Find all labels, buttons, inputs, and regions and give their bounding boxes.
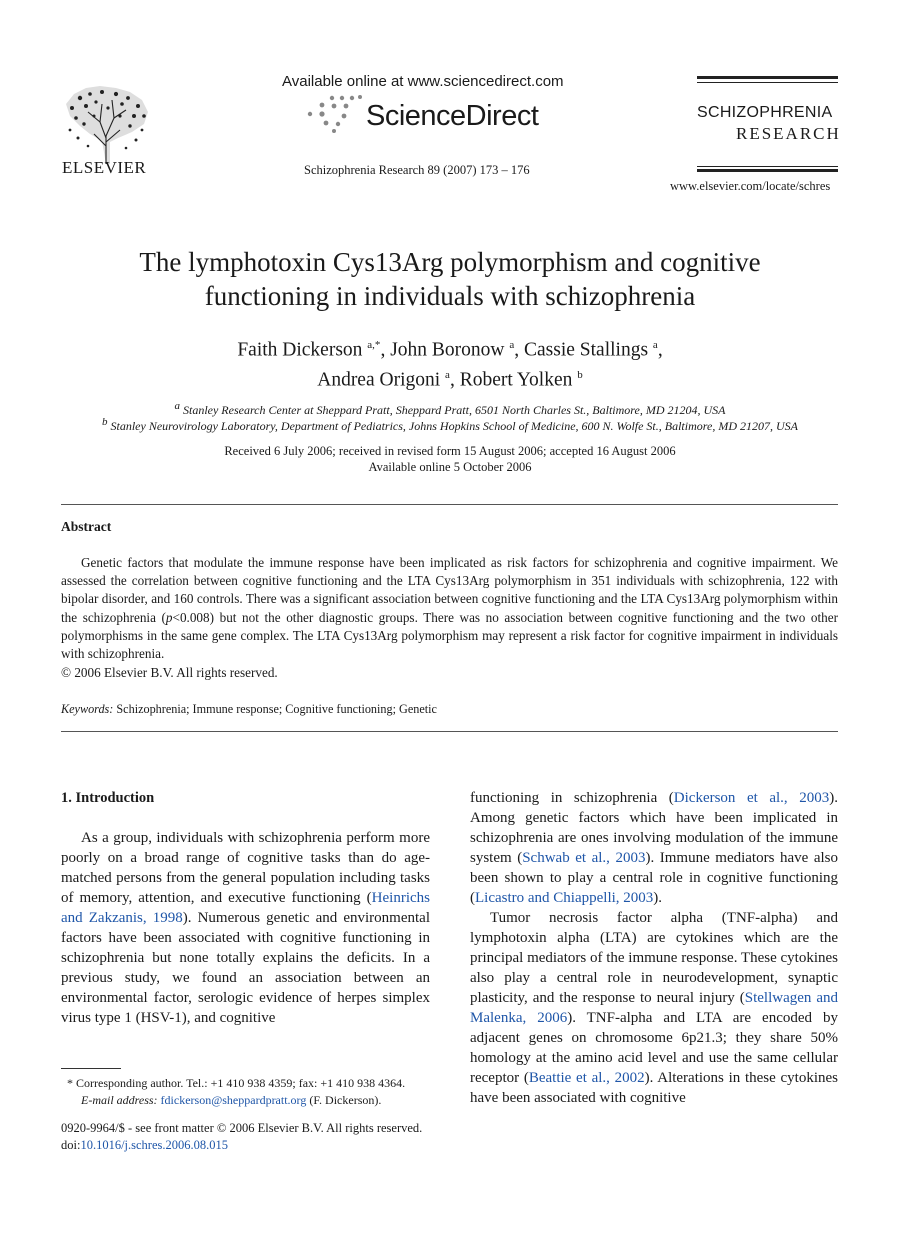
available-online-date: Available online 5 October 2006 — [368, 460, 532, 474]
journal-logo-rule — [697, 166, 838, 167]
available-online-text[interactable]: Available online at www.sciencedirect.com — [282, 73, 564, 90]
keywords-label: Keywords: — [61, 702, 114, 716]
journal-logo-rule — [697, 169, 838, 172]
body-text: ). Numerous genetic and environmental factors have been associated with cognitive functioning in schizophrenia but none totally explains the deficits. In a previous study, we found an association between an environmental factor, serologic evidence of herpes simplex virus type 1 (HSV-1), and cognitive — [61, 910, 430, 1026]
issn-doi-block — [61, 1120, 422, 1153]
journal-logo-rule — [697, 76, 838, 79]
journal-logo-line2: RESEARCH — [736, 124, 841, 143]
author-name: Faith Dickerson — [237, 339, 363, 361]
affiliation-text: Stanley Research Center at Sheppard Pratt, Sheppard Pratt, 6501 North Charles St., Baltimore, MD 21204, USA — [182, 403, 726, 417]
elsevier-wordmark: ELSEVIER — [62, 158, 147, 177]
body-text: functioning in schizophrenia ( — [470, 790, 674, 806]
author-name: Robert Yolken — [459, 369, 573, 390]
doi-label: doi: — [61, 1137, 81, 1152]
body-text: ). Among genetic factors which have been implicated in schizophrenia are ones involving modulation of the immune system ( — [470, 790, 838, 866]
author-separator: , — [380, 339, 391, 361]
author-affiliation-mark[interactable]: b — [577, 368, 583, 381]
body-column-right — [470, 788, 838, 1108]
citation-link[interactable]: Dickerson et al., 2003 — [673, 790, 830, 806]
keywords — [61, 702, 437, 717]
article-title — [60, 245, 840, 313]
affiliation-mark: a — [174, 400, 180, 412]
email-link[interactable]: fdickerson@sheppardpratt.org — [160, 1092, 307, 1107]
author-list — [60, 333, 840, 392]
keywords-text: Schizophrenia; Immune response; Cognitive functioning; Genetic — [116, 702, 437, 716]
body-text: As a group, individuals with schizophrenia perform more poorly on a broad range of cognitive tasks than do age-matched persons from the general population including tasks of memory, attention, and executive functioning ( — [61, 830, 430, 906]
affiliation-mark: b — [102, 416, 108, 428]
citation-link[interactable]: Schwab et al., 2003 — [522, 850, 646, 866]
abstract-heading: Abstract — [61, 519, 112, 534]
section-heading-introduction: 1. Introduction — [61, 790, 155, 806]
doi-link[interactable]: 10.1016/j.schres.2006.08.015 — [80, 1137, 229, 1152]
article-dates — [60, 443, 840, 475]
citation-link[interactable]: Licastro and Chiappelli, 2003 — [475, 890, 654, 906]
issn-line: 0920-9964/$ - see front matter © 2006 Elsevier B.V. All rights reserved. — [61, 1121, 423, 1135]
affiliation-text: Stanley Neurovirology Laboratory, Department of Pediatrics, Johns Hopkins School of Medicine, 600 N. Wolfe St., Baltimore, MD 21207, USA — [110, 419, 798, 433]
body-text: Tumor necrosis factor alpha (TNF-alpha) and lymphotoxin alpha (LTA) are cytokines which are the principal mediators of the immune response. These cytokines also play a central role in neurodevelopment, synaptic plasticity, and the response to neural injury ( — [470, 910, 838, 1006]
author-affiliation-mark[interactable]: a — [445, 368, 450, 381]
journal-reference: Schizophrenia Research 89 (2007) 173 – 176 — [304, 163, 530, 177]
journal-website-link[interactable]: www.elsevier.com/locate/schres — [670, 179, 831, 193]
body-column-left — [61, 828, 430, 1028]
author-separator: , — [514, 339, 524, 361]
p-symbol: p — [165, 609, 173, 625]
author-affiliation-mark[interactable]: a,* — [367, 339, 381, 351]
author-name: Cassie Stallings — [524, 339, 649, 361]
sciencedirect-wordmark[interactable]: ScienceDirect — [366, 100, 539, 132]
email-label: E-mail address: — [81, 1092, 158, 1107]
citation-link[interactable]: Heinrichs and Zakzanis, 1998 — [61, 890, 430, 926]
footnote — [61, 1075, 441, 1108]
author-separator: , — [449, 369, 460, 390]
author-separator: , — [657, 339, 663, 361]
citation-link[interactable]: Stellwagen and Malenka, 2006 — [470, 990, 838, 1026]
body-text: ). — [653, 890, 663, 906]
footnote-rule — [61, 1068, 121, 1069]
author-name: John Boronow — [390, 339, 505, 361]
divider — [61, 504, 838, 505]
article-title-line2: functioning in individuals with schizophrenia — [204, 281, 696, 311]
sciencedirect-dots-icon — [304, 94, 364, 134]
body-text: ). Alterations in these cytokines have been associated with cognitive — [470, 1070, 838, 1106]
corresponding-author: Corresponding author. Tel.: +1 410 938 4359; fax: +1 410 938 4364. — [76, 1076, 406, 1090]
author-affiliation-mark[interactable]: a — [652, 339, 658, 351]
received-dates: Received 6 July 2006; received in revised form 15 August 2006; accepted 16 August 2006 — [224, 444, 676, 458]
abstract-copyright: © 2006 Elsevier B.V. All rights reserved. — [61, 665, 278, 680]
body-text: ). TNF-alpha and LTA are encoded by adjacent genes on chromosome 6p21.3; they share 50% homology at the amino acid level and use the same cellular receptor ( — [470, 1010, 838, 1086]
author-name: Andrea Origoni — [317, 369, 441, 390]
citation-link[interactable]: Beattie et al., 2002 — [528, 1070, 645, 1086]
abstract-text: <0.008) but not the other diagnostic groups. There was no association between cognitive functioning and the two other polymorphisms in the same gene complex. The LTA Cys13Arg polymorphism may represent a risk factor for cognitive impairment in individuals with schizophrenia. — [61, 609, 838, 662]
body-text: ). Immune mediators have also been shown to play a central role in cognitive functioning ( — [470, 850, 838, 906]
email-suffix: (F. Dickerson). — [309, 1092, 382, 1107]
journal-logo-line1: SCHIZOPHRENIA — [697, 104, 833, 121]
author-affiliation-mark[interactable]: a — [509, 339, 515, 351]
journal-logo-rule — [697, 82, 838, 83]
article-title-line1: The lymphotoxin Cys13Arg polymorphism and cognitive — [139, 247, 761, 277]
abstract-body — [61, 554, 838, 663]
footnote-star: * — [67, 1076, 73, 1090]
divider — [61, 731, 838, 732]
affiliation-b — [60, 416, 840, 434]
abstract-text: Genetic factors that modulate the immune response have been implicated as risk factors for schizophrenia and cognitive impairment. We assessed the correlation between cognitive functioning and the LTA Cys13Arg polymorphism in 351 individuals with schizophrenia, 122 with bipolar disorder, and 160 controls. There was a significant association between cognitive functioning and the LTA Cys13Arg polymorphism within the schizophrenia ( — [61, 555, 838, 625]
